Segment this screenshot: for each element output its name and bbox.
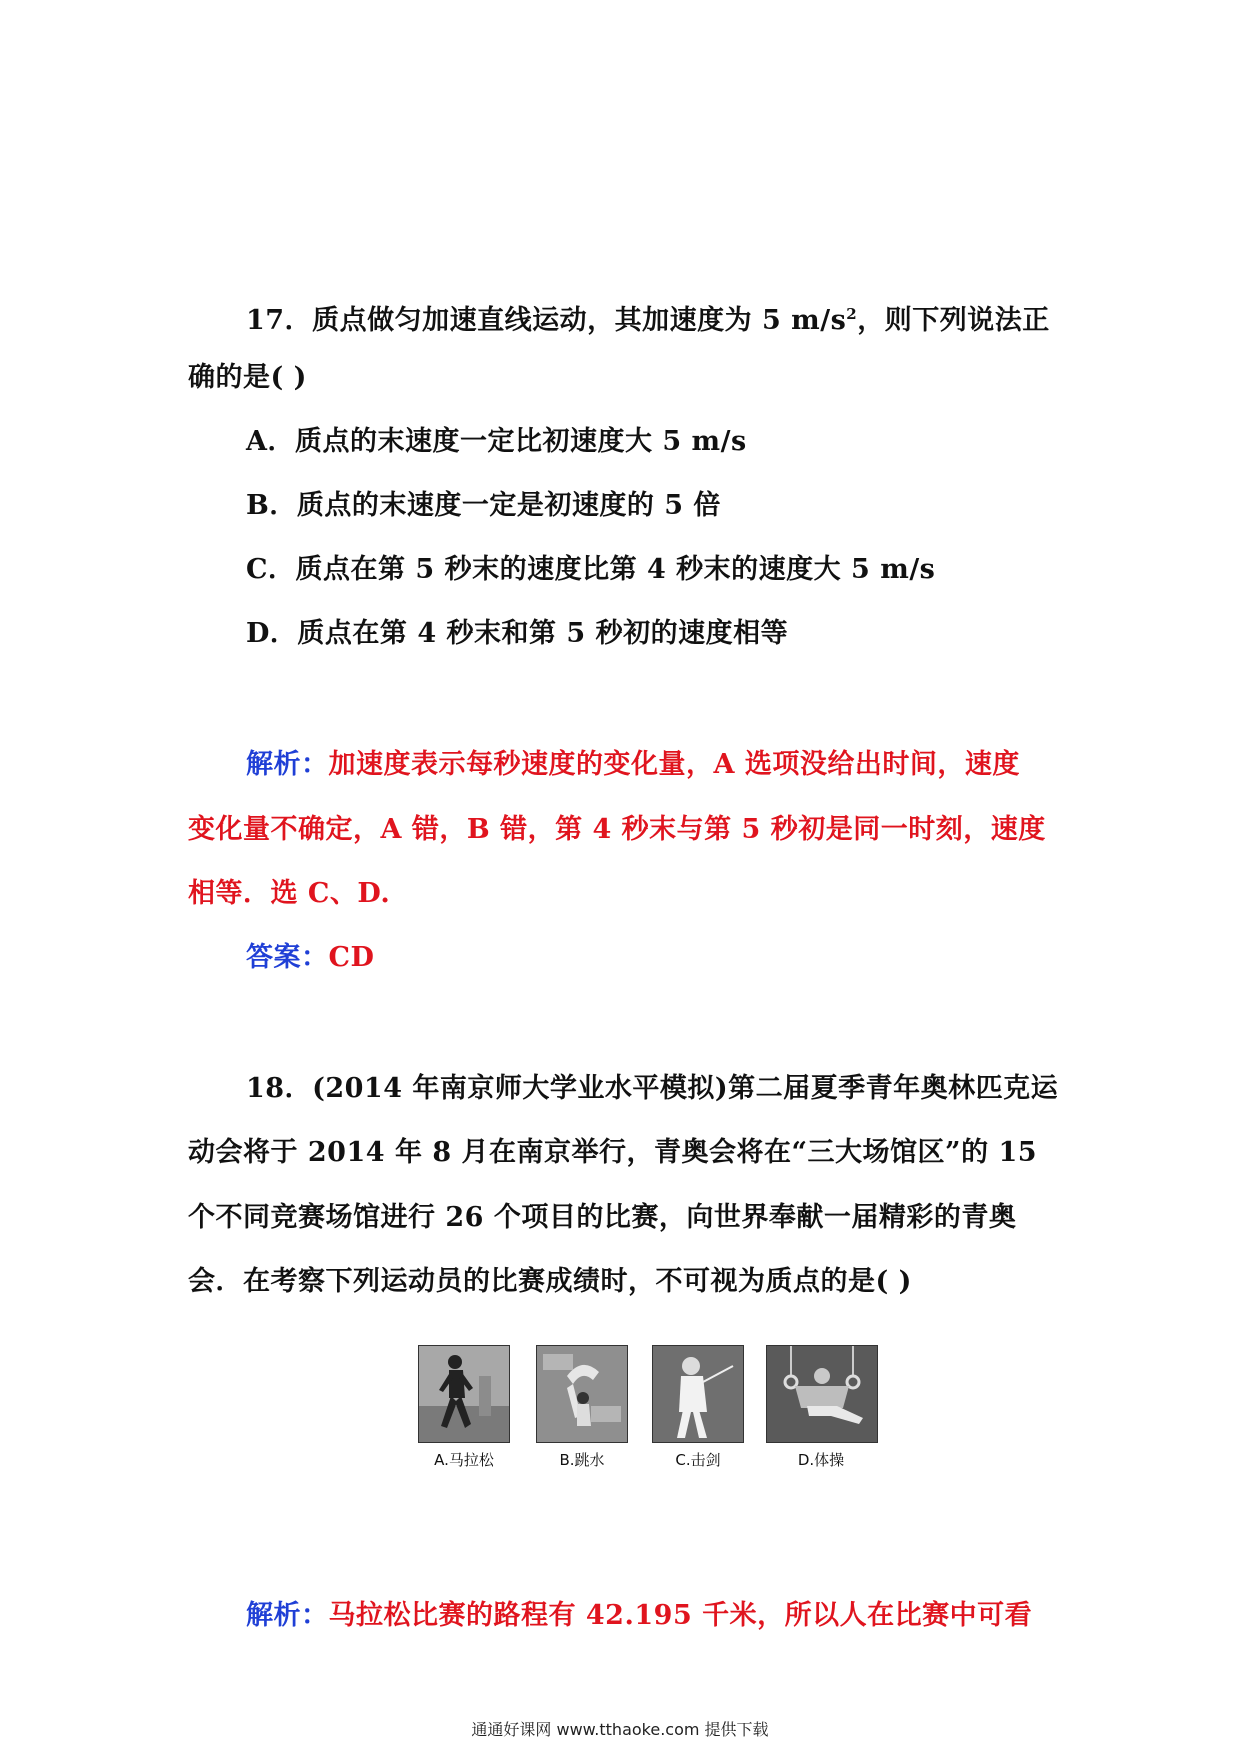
figure-d xyxy=(766,1345,876,1470)
figure-d-caption: D.体操 xyxy=(797,1451,845,1469)
q18-analysis-line1: 解析：马拉松比赛的路程有 42.195 千米，所以人在比赛中可看 xyxy=(246,1600,1033,1631)
diving-photo xyxy=(536,1345,628,1443)
figure-a-caption: A.马拉松 xyxy=(434,1451,494,1469)
q17-analysis-line2: 变化量不确定，A 错，B 错，第 4 秒末与第 5 秒初是同一时刻，速度 xyxy=(188,814,1046,845)
q17-stem-line2: 确的是( ) xyxy=(188,362,307,393)
figure-c-caption: C.击剑 xyxy=(675,1451,721,1469)
q18-figure-row xyxy=(418,1345,898,1475)
q17-analysis-line1: 解析：加速度表示每秒速度的变化量，A 选项没给出时间，速度 xyxy=(246,749,1020,780)
gymnastics-rings-photo xyxy=(766,1345,878,1443)
q18-stem-line3: 个不同竞赛场馆进行 26 个项目的比赛，向世界奉献一届精彩的青奥 xyxy=(188,1202,1017,1233)
q18-stem-line4: 会．在考察下列运动员的比赛成绩时，不可视为质点的是( ) xyxy=(188,1266,912,1297)
q18-stem-line1: 18．(2014 年南京师大学业水平模拟)第二届夏季青年奥林匹克运 xyxy=(246,1073,1059,1104)
figure-b xyxy=(536,1345,628,1470)
footer-source: 通通好课网 www.tthaoke.com 提供下载 xyxy=(471,1720,769,1739)
q18-stem-line2: 动会将于 2014 年 8 月在南京举行，青奥会将在“三大场馆区”的 15 xyxy=(188,1137,1038,1168)
q17-option-d: D．质点在第 4 秒末和第 5 秒初的速度相等 xyxy=(246,618,789,649)
figure-c xyxy=(652,1345,744,1470)
q17-stem-line1: 17．质点做匀加速直线运动，其加速度为 5 $m/s^2$，则下列说法正 xyxy=(246,305,1050,336)
marathon-runner-photo xyxy=(418,1345,510,1443)
q17-option-b: B．质点的末速度一定是初速度的 5 倍 xyxy=(246,490,721,521)
figure-a xyxy=(418,1345,510,1470)
q17-option-a: A．质点的末速度一定比初速度大 5 m/s xyxy=(246,426,747,457)
q17-option-c: C．质点在第 5 秒末的速度比第 4 秒末的速度大 5 m/s xyxy=(246,554,936,585)
q17-answer: 答案：CD xyxy=(246,942,375,973)
fencing-photo xyxy=(652,1345,744,1443)
q17-analysis-line3: 相等．选 C、D. xyxy=(188,878,391,909)
figure-b-caption: B.跳水 xyxy=(559,1451,605,1469)
